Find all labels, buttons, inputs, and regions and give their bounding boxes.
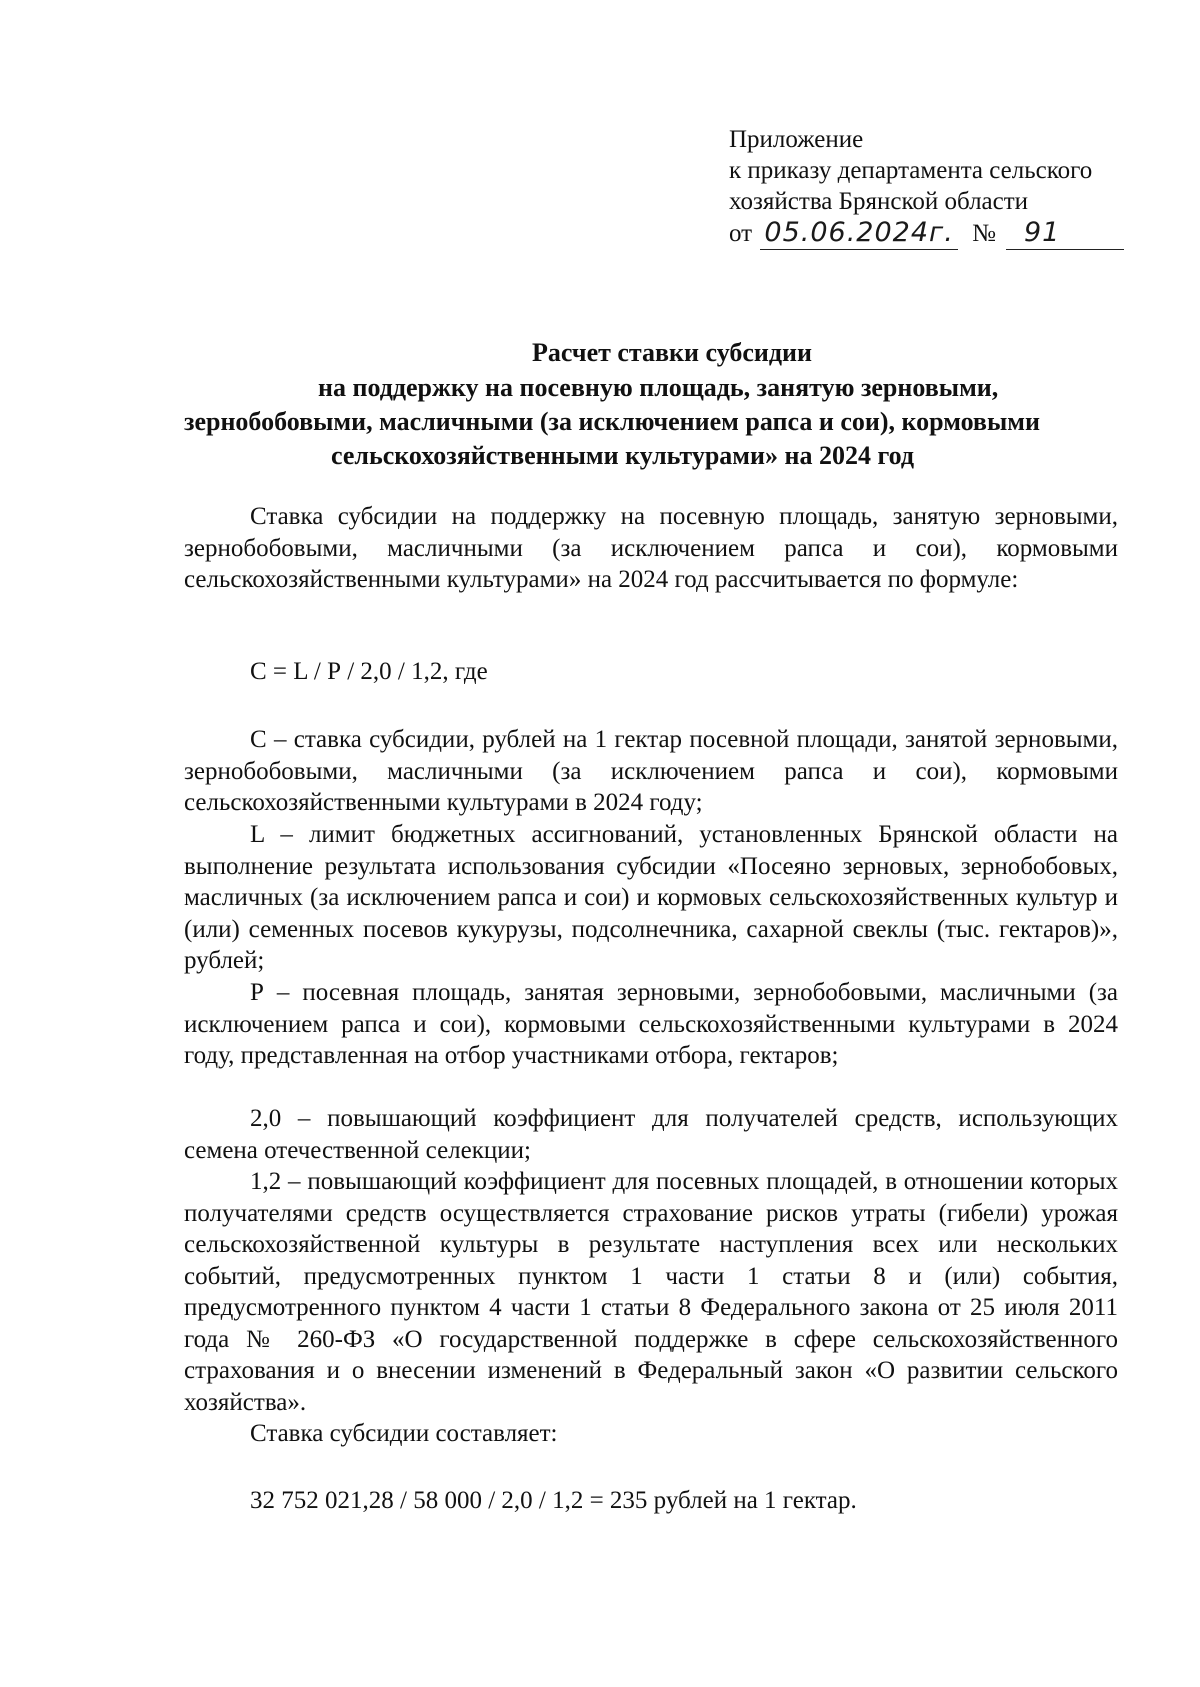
definition-p: Р – посевная площадь, занятая зерновыми, зернобобовыми, масличными (за исключением рапса и сои), кормовыми сельскохозяйственными культурами в 2024 году, представленная на отбор участниками отбора, гектаров; [184,979,1118,1069]
appendix-label: Приложение [729,126,864,153]
definition-coefficient-2: 2,0 – повышающий коэффициент для получателей средств, использующих семена отечественной селекции; [184,1105,1118,1164]
rate-calculation: 32 752 021,28 / 58 000 / 2,0 / 1,2 = 235 рублей на 1 гектар. [250,1487,857,1514]
handwritten-date: 05.06.2024г. [764,217,954,248]
title-line-1: Расчет ставки субсидии [532,338,812,367]
date-field [760,217,958,250]
definition-l: L – лимит бюджетных ассигнований, установленных Брянской области на выполнение результата использования субсидии «Посеяно зерновых, зернобобовых, масличных (за исключением рапса и сои) и кормовых сельскохозяйственных культур и (или) семенных посевов кукурузы, подсолнечника, сахарной свеклы (тыс. гектаров)», рублей; [184,821,1118,974]
handwritten-number: 91 [1023,217,1061,248]
definition-coefficient-1-2: 1,2 – повышающий коэффициент для посевных площадей, в отношении которых получателями средств осуществляется страхование рисков утраты (гибели) урожая сельскохозяйственной культуры в результате наступления всех или нескольких событий, предусмотренных пунктом 1 части 1 статьи 8 и (или) события, предусмотренного пунктом 4 части 1 статьи 8 Федерального закона от 25 июля 2011 года № 260-ФЗ «О государственной поддержке в сфере сельскохозяйственного страхования и о внесении изменений в Федеральный закон «О развитии сельского хозяйства». [184,1168,1118,1416]
title-line-2: на поддержку на посевную площадь, занятую зерновыми, [318,373,999,402]
intro-paragraph: Ставка субсидии на поддержку на посевную площадь, занятую зерновыми, зернобобовыми, масличными (за исключением рапса и сои), кормовыми сельскохозяйственными культурами» на 2024 год рассчитывается по формуле: [184,503,1118,593]
title-line-3: зернобобовыми, масличными (за исключением рапса и сои), кормовыми [184,407,1040,436]
number-label: № [972,220,996,247]
formula: С = L / Р / 2,0 / 1,2, где [250,658,488,685]
number-field [1006,217,1124,250]
order-reference: к приказу департамента сельского [729,157,1093,184]
appendix-header [729,124,1149,250]
rate-intro: Ставка субсидии составляет: [250,1420,558,1447]
definition-c: С – ставка субсидии, рублей на 1 гектар посевной площади, занятой зерновыми, зернобобовыми, масличными (за исключением рапса и сои), кормовыми сельскохозяйственными культурами в 2024 году; [184,726,1118,816]
date-number-line [729,217,1149,250]
department-name: хозяйства Брянской области [729,188,1029,215]
date-prefix: от [729,220,753,247]
title-line-4: сельскохозяйственными культурами» на 2024 год [331,441,915,470]
